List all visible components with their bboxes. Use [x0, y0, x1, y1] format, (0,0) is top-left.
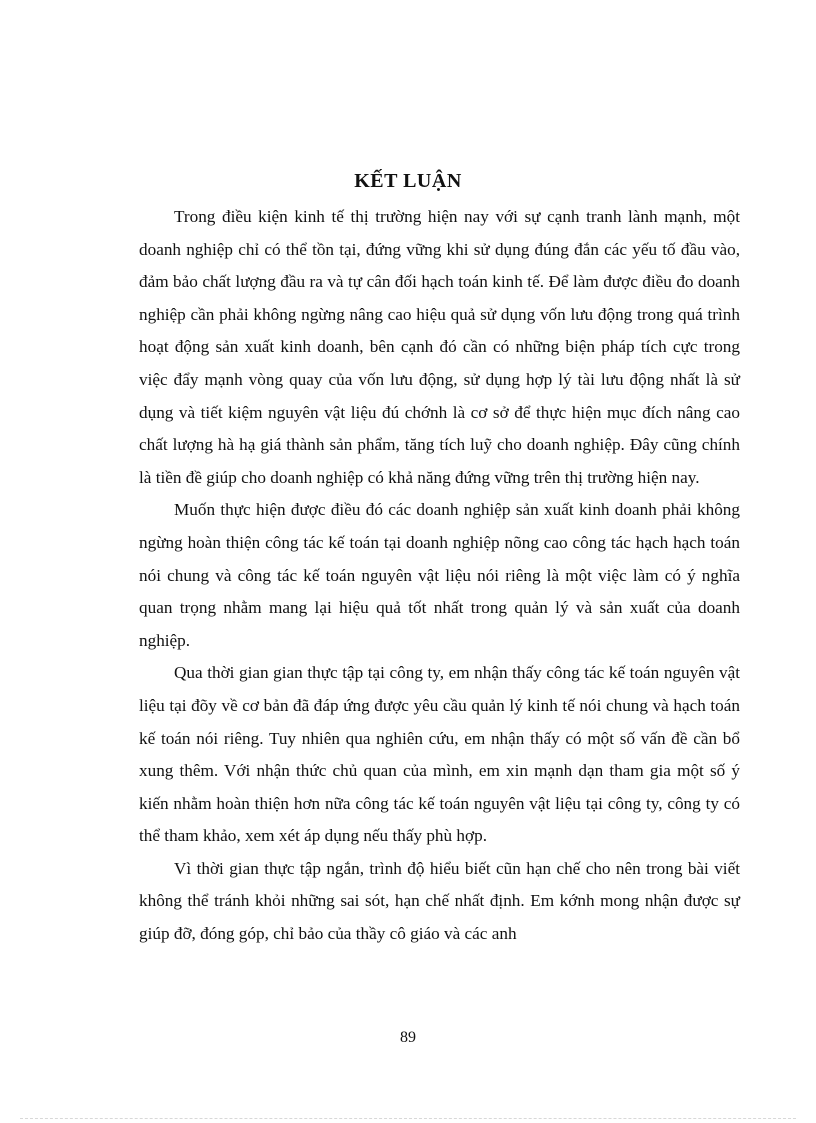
page-title: KẾT LUẬN: [354, 170, 462, 192]
document-body: [139, 201, 740, 951]
paragraph-2: Muốn thực hiện được điều đó các doanh nghiệp sản xuất kinh doanh phải không ngừng hoàn thiện công tác kế toán tại doanh nghiệp nõng cao công tác hạch hạch toán nói chung và công tác kế toán nguyên vật liệu nói riêng là một việc làm có ý nghĩa quan trọng nhằm mang lại hiệu quả tốt nhất trong quản lý và sản xuất của doanh nghiệp.: [139, 500, 740, 650]
paragraph-1: Trong điều kiện kinh tế thị trường hiện nay với sự cạnh tranh lành mạnh, một doanh nghiệp chỉ có thể tồn tại, đứng vững khi sử dụng đúng đắn các yếu tố đầu vào, đảm bảo chất lượng đầu ra và tự cân đối hạch toán kinh tế. Để làm được điều đo doanh nghiệp cần phải không ngừng nâng cao hiệu quả sử dụng vốn lưu động trong quá trình hoạt động sản xuất kinh doanh, bên cạnh đó cần có những biện pháp tích cực trong việc đẩy mạnh vòng quay của vốn lưu động, sử dụng hợp lý tài lưu động nhất là sử dụng và tiết kiệm nguyên vật liệu đú chớnh là cơ sở để thực hiện mục đích nâng cao chất lượng hà hạ giá thành sản phẩm, tăng tích luỹ cho doanh nghiệp. Đây cũng chính là tiền đề giúp cho doanh nghiệp có khả năng đứng vững trên thị trường hiện nay.: [139, 207, 740, 487]
paragraph-3: Qua thời gian gian thực tập tại công ty, em nhận thấy công tác kế toán nguyên vật liệu tại đõy về cơ bản đã đáp ứng được yêu cầu quản lý kinh tế nói chung và hạch toán kế toán nói riêng. Tuy nhiên qua nghiên cứu, em nhận thấy có một số vấn đề cần bổ xung thêm. Với nhận thức chủ quan của mình, em xin mạnh dạn tham gia một số ý kiến nhằm hoàn thiện hơn nữa công tác kế toán nguyên vật liệu tại công ty, công ty có thể tham khảo, xem xét áp dụng nếu thấy phù hợp.: [139, 663, 740, 846]
page-number: 89: [400, 1029, 416, 1046]
paragraph-4: Vì thời gian thực tập ngắn, trình độ hiểu biết cũn hạn chế cho nên trong bài viết không thể tránh khỏi những sai sót, hạn chế nhất định. Em kớnh mong nhận được sự giúp đỡ, đóng góp, chỉ bảo của thầy cô giáo và các anh: [139, 858, 740, 944]
page-bottom-divider: [20, 1118, 796, 1119]
